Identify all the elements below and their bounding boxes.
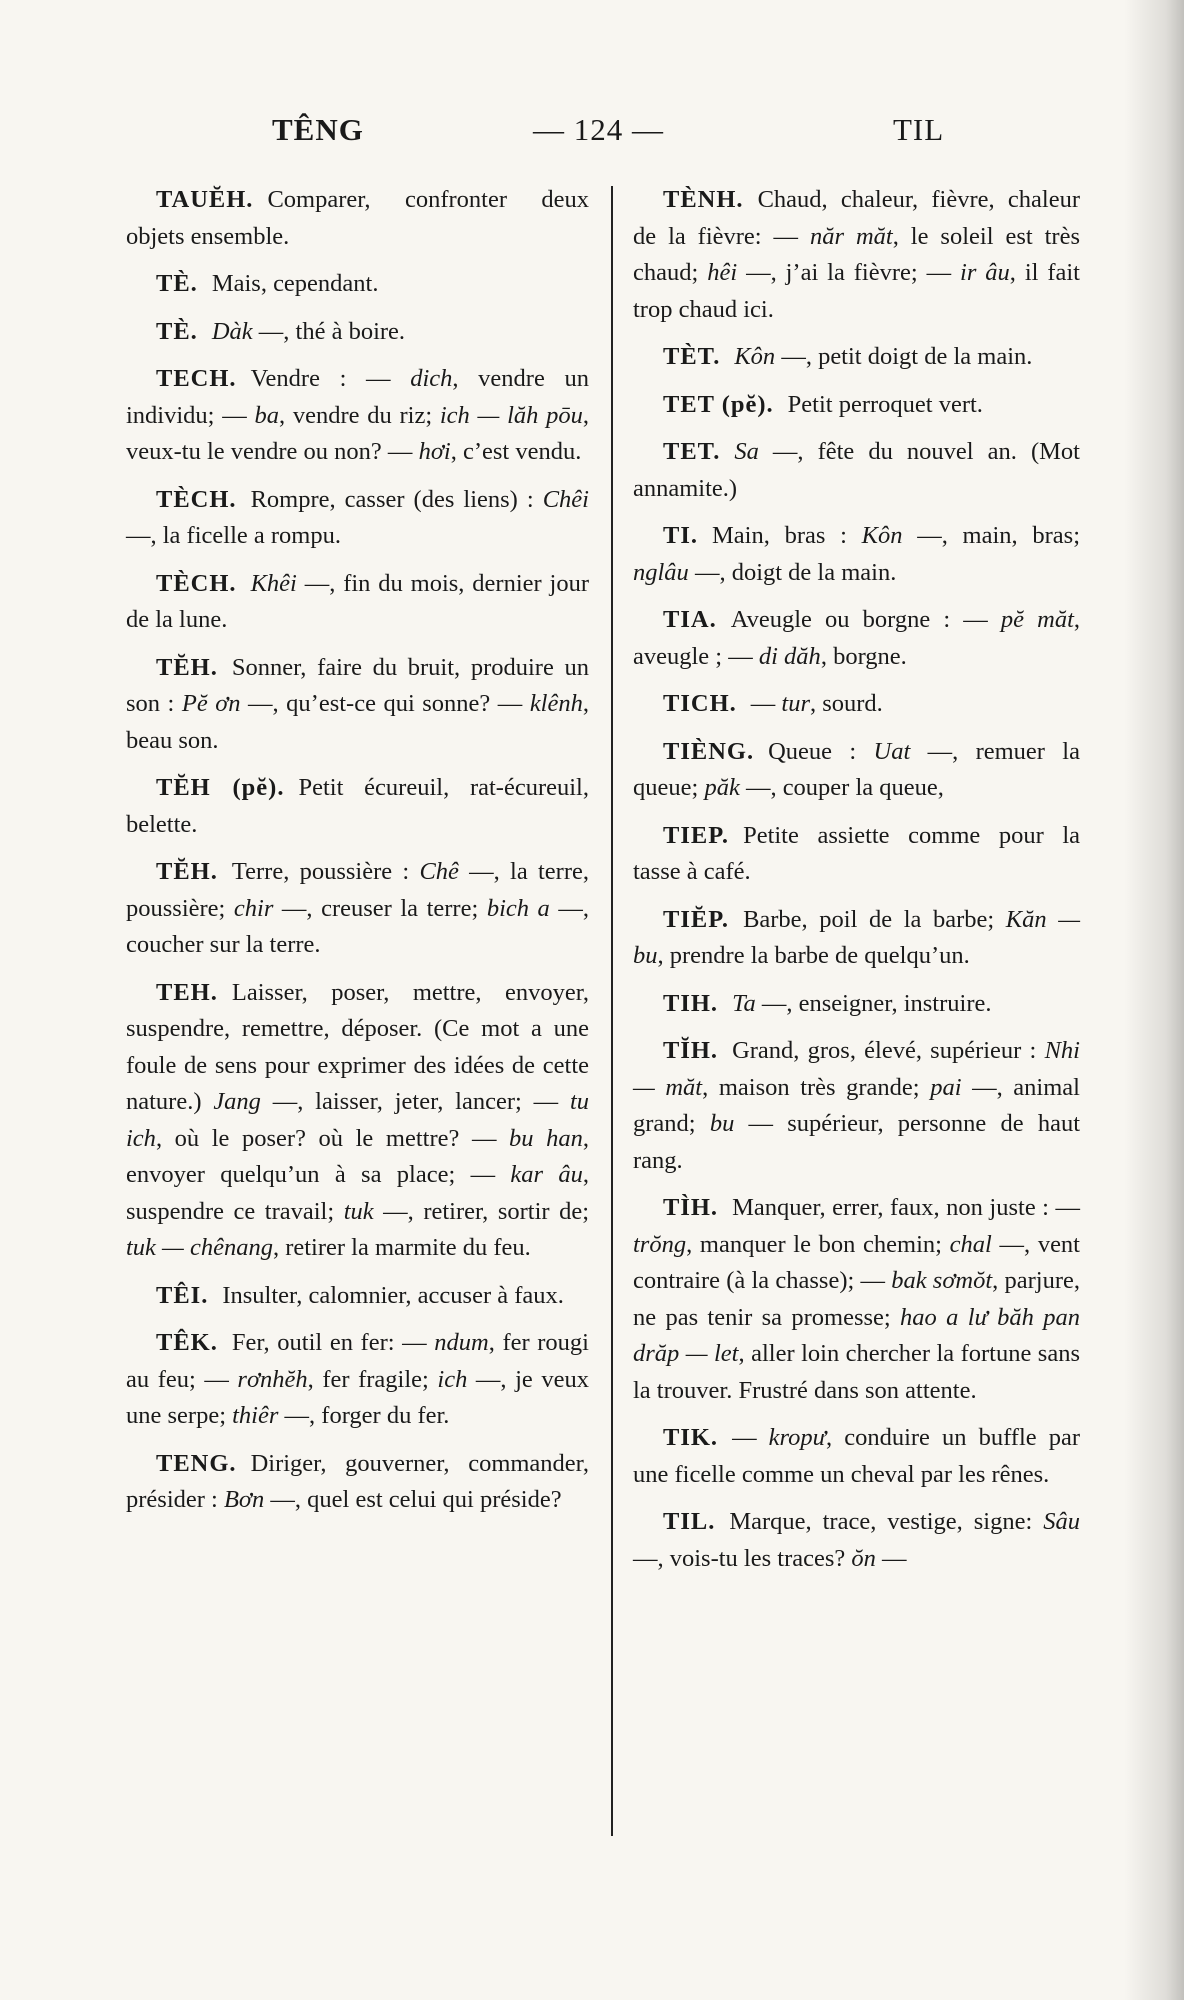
dictionary-entry [633,986,1080,1023]
entry-headword: TĔH. [156,858,218,885]
entry-headword: TENG. [156,1449,237,1477]
entry-example-term: Khêi [250,569,297,597]
entry-headword: TET (pĕ). [663,390,774,418]
entry-definition-text: —, main, bras; [902,522,1080,549]
entry-example-term: Uat [873,737,911,765]
entry-example-term: nglâu [633,558,689,586]
entry-definition-text: , veux-tu le vendre ou non? — [126,401,589,465]
entry-example-term: rơnhĕh [237,1365,308,1393]
entry-definition-text: Marque, trace, vestige, signe: [729,1508,1044,1535]
entry-definition-text: , le soleil est très chaud; [633,222,1080,286]
entry-headword: TÊI. [156,1281,209,1309]
entry-example-term: Jang [213,1088,261,1115]
entry-definition-text: , suspendre ce travail; [126,1161,589,1225]
dictionary-entry [633,602,1080,675]
entry-headword: TÈCH. [156,485,237,513]
entry-headword: TÈNH. [663,186,744,213]
entry-example-term: bu [709,1110,735,1137]
entry-example-term: Chê [419,858,459,885]
entry-definition-text: — supérieur, personne de haut rang. [633,1110,1080,1174]
running-head-right: TIL [893,112,945,147]
entry-definition-text: Terre, poussière : [231,858,420,885]
entry-definition-text: , maison très grande; [702,1073,931,1101]
entry-example-term: Kăn — bu [633,905,1080,969]
entry-example-term: hơi [418,438,451,465]
entry-definition-text: —, qu’est-ce qui sonne? — [240,690,530,717]
entry-headword: TIH. [663,989,719,1017]
dictionary-entry [633,818,1080,891]
entry-definition-text: Queue : [768,737,874,765]
entry-definition-text: Manquer, errer, faux, non juste : — [732,1194,1080,1221]
dictionary-entry [126,975,589,1267]
entry-definition-text: —, creuser la terre; [273,894,487,922]
dictionary-entry [126,1325,589,1435]
entry-definition-text: , il fait trop chaud ici. [633,259,1080,323]
dictionary-entry [633,1190,1080,1409]
entry-headword: TIEP. [663,821,730,849]
entry-definition-text: —, quel est celui qui préside? [264,1486,562,1513]
entry-definition-text: Chaud, chaleur, fièvre, chaleur de la fièvre: — [633,186,1080,250]
entry-headword: TĔH (pĕ). [156,774,285,801]
entry-example-term: kropư [768,1424,827,1451]
entry-definition-text: —, je veux une serpe; [126,1365,589,1429]
entry-example-term: Kôn [734,343,776,370]
right-column [633,182,1080,1588]
entry-headword: TAUĔH. [156,186,254,213]
dictionary-entry [126,314,589,351]
page-number: — 124 — [533,112,664,147]
entry-definition-text: Aveugle ou borgne : — [730,606,1001,633]
entry-definition-text: , fer rougi au feu; — [126,1329,589,1393]
entry-definition-text: Barbe, poil de la barbe; [743,905,1006,933]
entry-definition-text: —, enseigner, instruire. [755,989,992,1017]
entry-definition-text: Fer, outil en fer: — [231,1329,435,1356]
entry-definition-text: , vendre un individu; — [126,365,589,429]
dictionary-entry [126,182,589,255]
entry-definition-text: Comparer, confronter deux objets ensemble. [126,186,589,250]
dictionary-entry [126,854,589,964]
entry-definition-text: Vendre : — [250,365,411,392]
entry-definition-text: Mais, cependant. [211,270,379,297]
dictionary-entry [126,566,589,639]
entry-definition-text: —, thé à boire. [252,317,406,345]
entry-definition-text: —, la terre, poussière; [126,858,589,922]
entry-headword: TÈCH. [156,569,237,597]
dictionary-entry [633,734,1080,807]
entry-example-term: Nhi — măt [633,1037,1080,1101]
entry-definition-text: —, la ficelle a rompu. [126,522,341,549]
entry-example-term: hêi [707,259,738,286]
entry-definition-text: — [750,690,782,717]
entry-definition-text: , envoyer quelqu’un à sa place; — [126,1124,589,1188]
entry-example-term: dich [410,365,453,392]
entry-definition-text: Sonner, faire du bruit, produire un son : [126,653,589,717]
entry-headword: TÊK. [156,1329,218,1356]
entry-example-term: tuk — chênang [126,1234,273,1261]
entry-definition-text: Petit perroquet vert. [787,390,983,418]
entry-headword: TIK. [663,1424,719,1451]
entry-definition-text: Insulter, calomnier, accuser à faux. [222,1281,564,1309]
page-edge-shadow [1124,0,1184,2000]
entry-headword: TIL. [663,1508,716,1535]
entry-definition-text: , où le poser? où le mettre? — [155,1124,510,1152]
dictionary-entry [633,686,1080,723]
entry-example-term: ich — lăh pōu [439,401,583,429]
entry-headword: TIÈNG. [663,737,755,765]
entry-definition-text: , sourd. [809,690,883,717]
entry-headword: TET. [663,438,721,465]
entry-example-term: ndum [434,1329,489,1356]
dictionary-entry [633,1420,1080,1493]
entry-example-term: Chêi [542,485,589,513]
entry-example-term: bu han [509,1124,583,1152]
dictionary-entry [126,770,589,843]
dictionary-entry [126,361,589,471]
dictionary-entry [126,1446,589,1519]
entry-definition-text: Laisser, poser, mettre, envoyer, suspendre, remettre, déposer. (Ce mot a une foule de sens pour exprimer des idées de cette nature.) [126,978,589,1115]
entry-definition-text: , retirer la marmite du feu. [272,1234,531,1261]
entry-headword: TÈT. [663,343,721,370]
entry-definition-text: Rompre, casser (des liens) : [250,485,543,513]
entry-example-term: Kôn [861,522,903,549]
entry-definition-text: , aveugle ; — [633,606,1081,670]
entry-headword: TIA. [663,606,717,633]
entry-example-term: hao a lư băh pan drăp — let [633,1303,1081,1367]
dictionary-entry [126,1278,589,1315]
dictionary-entry [126,650,589,760]
entry-headword: TEH. [156,978,218,1006]
entry-definition-text: Petit écureuil, rat-écureuil, belette. [126,774,589,838]
entry-headword: TÈ. [156,317,198,345]
dictionary-entry [633,387,1080,424]
entry-definition-text: —, petit doigt de la main. [775,343,1033,370]
entry-headword: TECH. [156,365,237,392]
entry-definition-text: —, fête du nouvel an. (Mot annamite.) [633,438,1080,502]
entry-example-term: tuk [343,1197,374,1225]
entry-definition-text: —, coucher sur la terre. [126,894,589,958]
dictionary-entry [633,182,1080,328]
entry-definition-text: —, doigt de la main. [688,558,897,586]
entry-example-term: di dăh [758,642,821,670]
entry-definition-text: —, j’ai la fièvre; — [737,259,961,286]
dictionary-entry [633,339,1080,376]
entry-headword: TÈ. [156,270,198,297]
entry-example-term: Ta [732,989,756,1017]
entry-definition-text: , aller loin chercher la fortune sans la trouver. Frustré dans son attente. [633,1340,1080,1404]
entry-example-term: năr măt [810,222,893,250]
entry-definition-text: —, fin du mois, dernier jour de la lune. [126,569,589,633]
entry-definition-text: , parjure, ne pas tenir sa promesse; [633,1267,1081,1331]
entry-example-term: kar âu [510,1161,583,1188]
entry-definition-text: Main, bras : [712,522,862,549]
running-head-left: TÊNG [272,112,364,147]
dictionary-entry [633,1504,1080,1577]
entry-example-term: Sâu [1043,1508,1080,1535]
entry-definition-text: — [732,1424,769,1451]
entry-definition-text: Diriger, gouverner, commander, présider : [126,1449,589,1513]
entry-example-term: klênh [529,690,583,717]
entry-definition-text: —, vois-tu les traces? [633,1544,852,1572]
entry-example-term: Dàk [211,317,253,345]
entry-definition-text: —, couper la queue, [739,774,944,801]
dictionary-entry [633,434,1080,507]
entry-definition-text: —, animal grand; [633,1073,1080,1137]
entry-example-term: ŏn [851,1544,876,1572]
dictionary-entry [126,482,589,555]
entry-example-term: ich [437,1365,468,1393]
entry-definition-text: —, laisser, jeter, lancer; — [260,1088,570,1115]
entry-definition-text: Grand, gros, élevé, supérieur : [732,1037,1045,1064]
entry-headword: TÌH. [663,1194,719,1221]
entry-example-term: Sa [734,438,759,465]
entry-headword: TI. [663,522,699,549]
entry-example-term: ba [254,401,279,429]
entry-example-term: Bơn [223,1486,265,1513]
entry-example-term: trŏng [633,1230,687,1258]
dictionary-entry [633,1033,1080,1179]
entry-definition-text: , c’est vendu. [450,438,582,465]
entry-definition-text: Petite assiette comme pour la tasse à café. [633,821,1080,885]
entry-example-term: păk [704,774,740,801]
dictionary-entry [126,266,589,303]
entry-definition-text: , borgne. [820,642,907,670]
entry-example-term: tu ich [126,1088,590,1152]
entry-definition-text: —, remuer la queue; [633,737,1080,801]
entry-example-term: pai [930,1073,962,1101]
entry-definition-text: —, vent contraire (à la chasse); — [633,1230,1080,1294]
entry-headword: TICH. [663,690,737,717]
entry-definition-text: , manquer le bon chemin; [686,1230,950,1258]
entry-example-term: Pĕ ơn [181,690,241,717]
column-divider [611,186,613,1836]
entry-definition-text: , beau son. [126,690,589,754]
entry-example-term: bich a [486,894,550,922]
entry-example-term: bak sơmŏt [891,1267,993,1294]
left-column [126,182,589,1530]
entry-example-term: chir [233,894,274,922]
entry-headword: TĔH. [156,653,218,681]
entry-definition-text: —, retirer, sortir de; [373,1197,590,1225]
entry-headword: TIĔP. [663,905,730,933]
entry-example-term: tur [781,690,810,717]
entry-definition-text: , fer fragile; [307,1365,438,1393]
entry-example-term: thiêr [232,1402,279,1429]
entry-definition-text: , prendre la barbe de quelqu’un. [657,942,970,969]
entry-definition-text: , conduire un buffle par une ficelle comme un cheval par les rênes. [633,1424,1080,1488]
dictionary-entry [633,518,1080,591]
entry-definition-text: , vendre du riz; [278,401,440,429]
entry-definition-text: — [875,1544,907,1572]
entry-headword: TĬH. [663,1037,719,1064]
entry-example-term: chal [949,1230,992,1258]
dictionary-entry [633,902,1080,975]
entry-definition-text: —, forger du fer. [278,1402,450,1429]
entry-example-term: ir âu [960,259,1010,286]
entry-example-term: pĕ măt [1000,606,1074,633]
